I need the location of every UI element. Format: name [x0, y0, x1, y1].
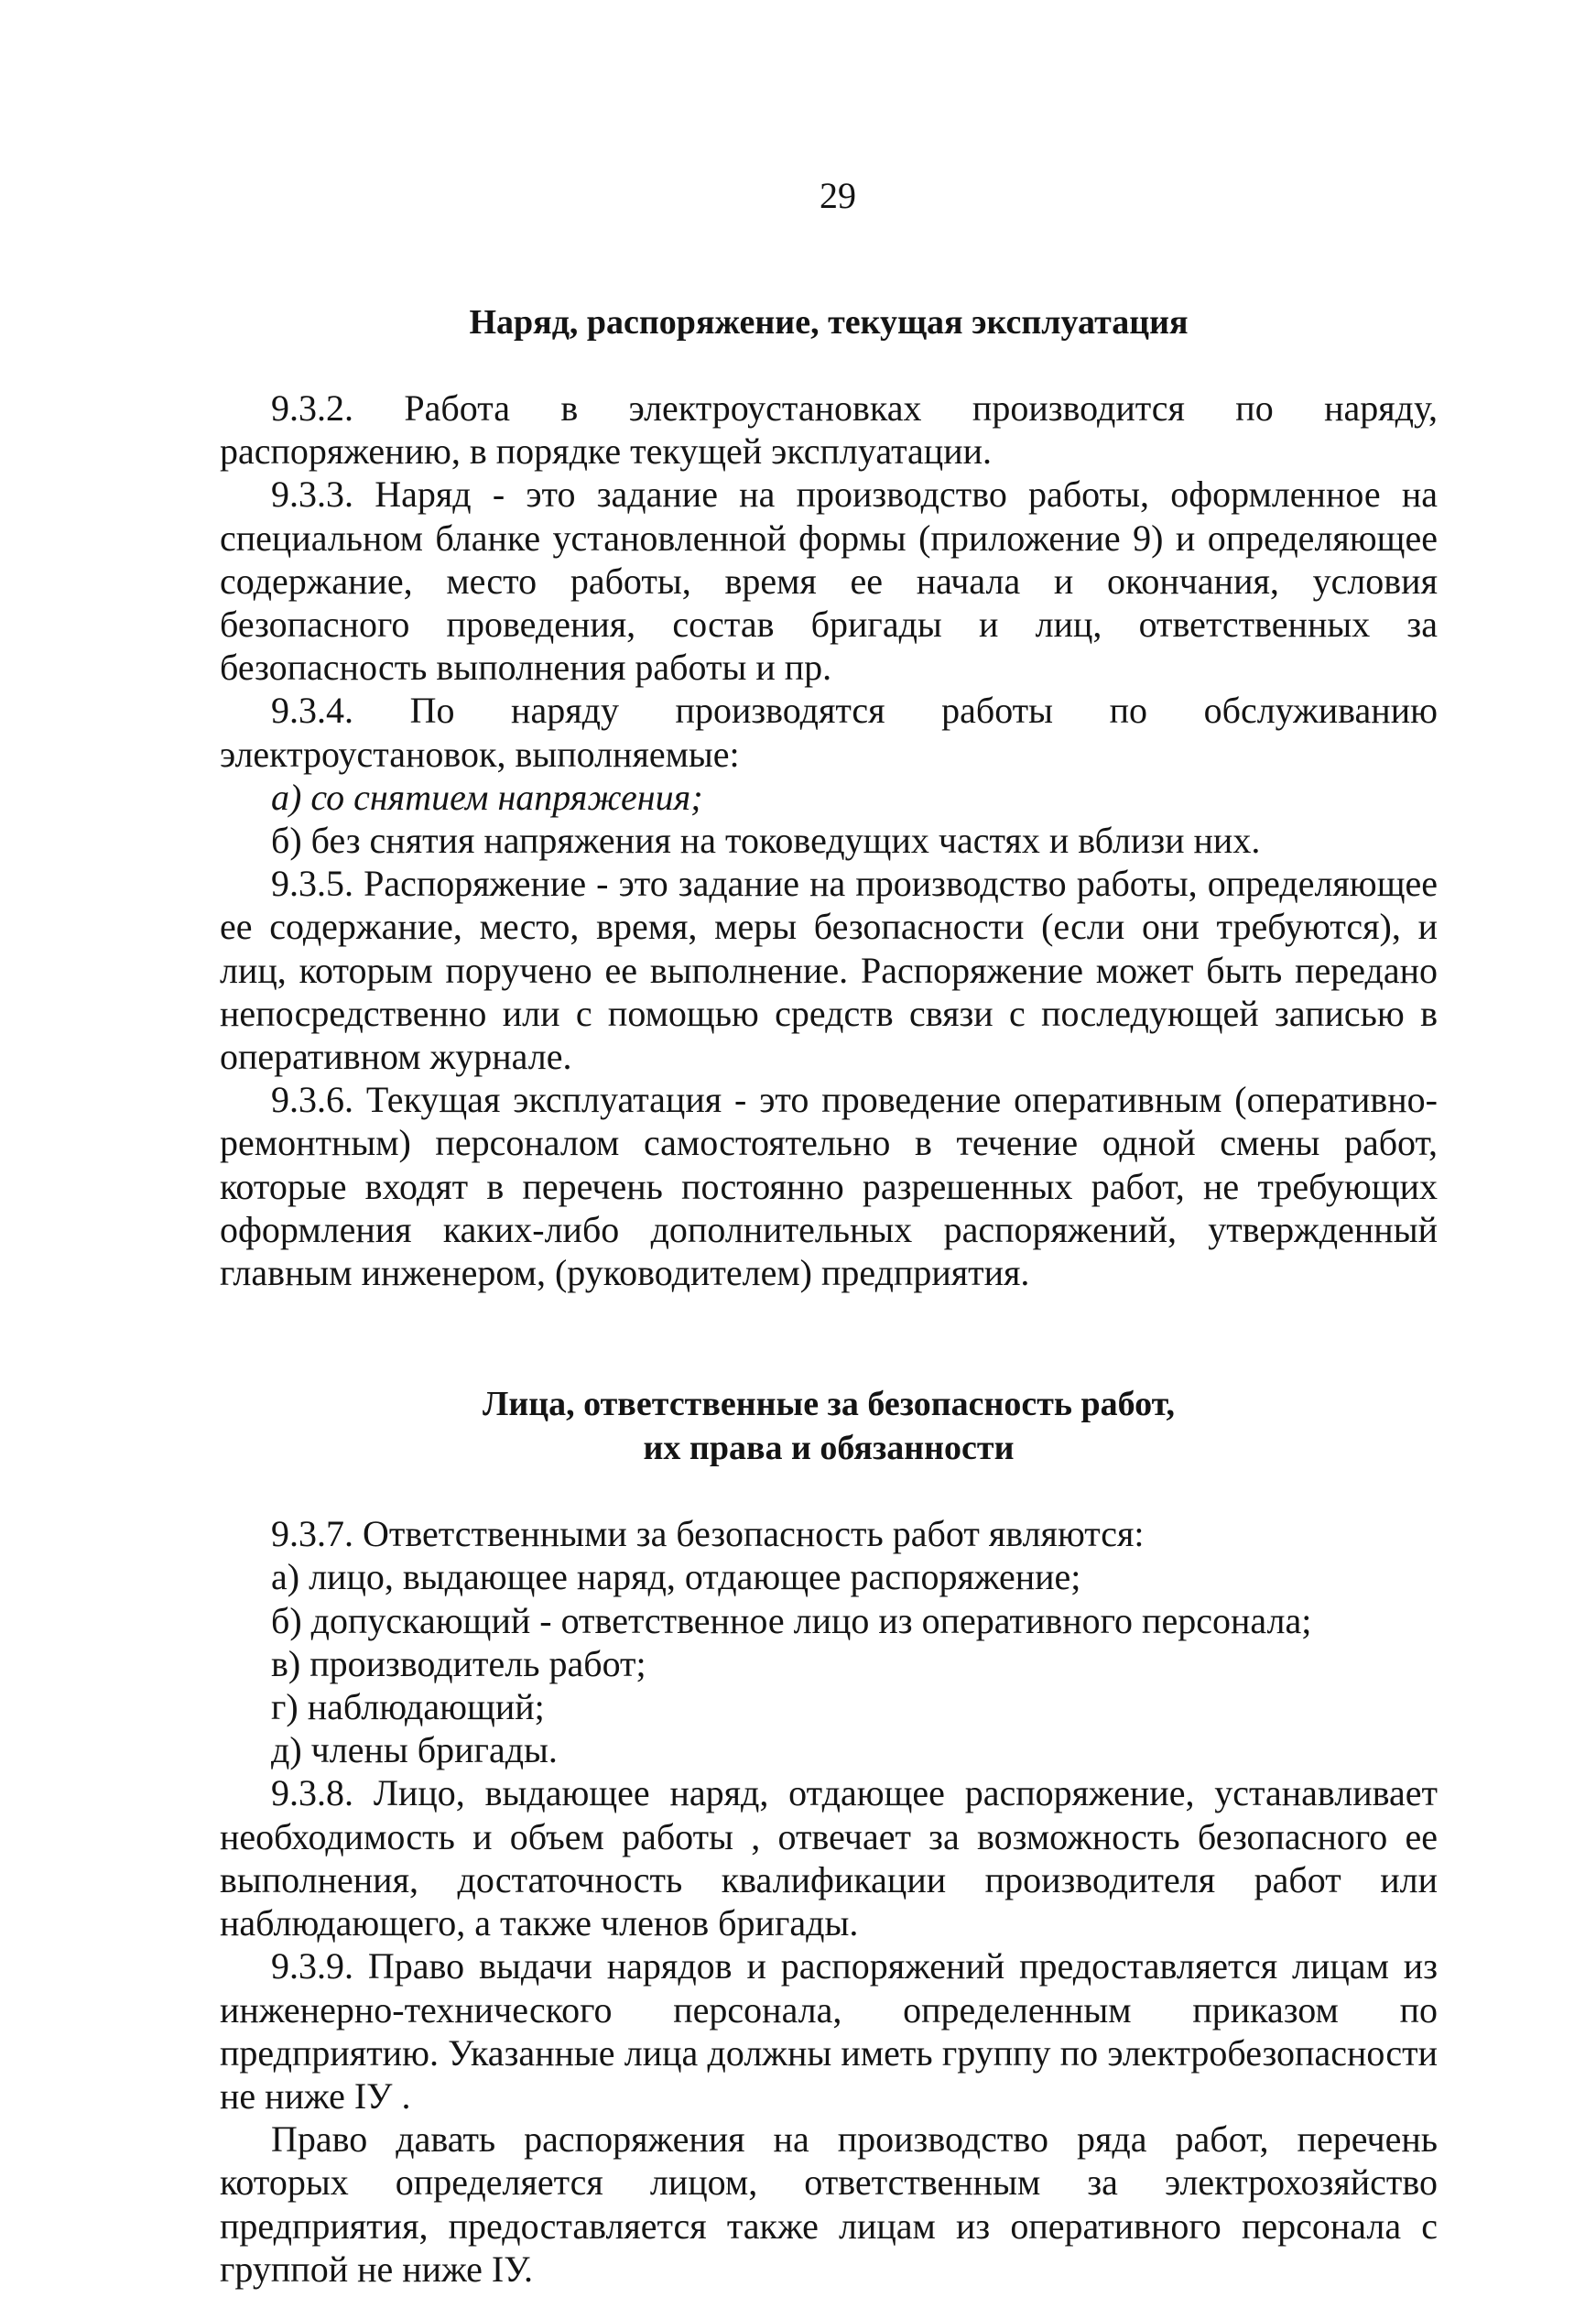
paragraph-9-3-9: 9.3.9. Право выдачи нарядов и распоряжений предоставляется лицам из инженерно-технического персонала, определенным приказом по предприятию. Указанные лица должны иметь группу по электробезопасности не ниже IУ . — [220, 1945, 1438, 2117]
paragraph-9-3-4: 9.3.4. По наряду производятся работы по обслуживанию электроустановок, выполняемые: — [220, 690, 1438, 775]
page-number: 29 — [820, 175, 856, 216]
list-item-d-observer: г) наблюдающий; — [271, 1686, 545, 1728]
document-page — [220, 174, 1438, 2291]
paragraph-9-3-5: 9.3.5. Распоряжение - это задание на производство работы, определяющее ее содержание, место, время, меры безопасности (если они требуются), и лиц, которым поручено ее выполнение. Распоряжение может быть передано непосредственно или с помощью средств связи с последующей записью в оперативном журнале. — [220, 863, 1438, 1078]
list-item-c-work-producer: в) производитель работ; — [271, 1642, 646, 1684]
paragraph-9-3-8: 9.3.8. Лицо, выдающее наряд, отдающее распоряжение, устанавливает необходимость и объем работы , отвечает за возможность безопасного ее выполнения, достаточность квалификации производителя работ или наблюдающего, а также членов бригады. — [220, 1772, 1438, 1944]
paragraph-9-3-7: 9.3.7. Ответственными за безопасность работ являются: — [271, 1513, 1145, 1555]
paragraph-final: Право давать распоряжения на производство ряда работ, перечень которых определяется лицом, ответственным за электрохозяйство предприятия, предоставляется также лицам из оперативного персонала с группой не ниже IУ. — [220, 2118, 1438, 2290]
section-orders-body — [220, 386, 1438, 1294]
section-heading-orders: Наряд, распоряжение, текущая эксплуатация — [469, 303, 1189, 342]
heading-line-2: их права и обязанности — [643, 1429, 1015, 1468]
list-item-e-team-members: д) члены бригады. — [271, 1729, 558, 1771]
paragraph-9-3-2: 9.3.2. Работа в электроустановках производится по наряду, распоряжению, в порядке текущей эксплуатации. — [220, 387, 1438, 473]
section-responsible-body — [220, 1512, 1438, 2291]
list-item-b-without-voltage-removal: б) без снятия напряжения на токоведущих частях и вблизи них. — [271, 820, 1261, 862]
paragraph-9-3-3: 9.3.3. Наряд - это задание на производство работы, оформленное на специальном бланке установленной формы (приложение 9) и определяющее содержание, место работы, время ее начала и окончания, условия безопасного проведения, состав бригады и лиц, ответственных за безопасность выполнения работы и пр. — [220, 474, 1438, 689]
list-item-b-admitter: б) допускающий - ответственное лицо из оперативного персонала; — [271, 1599, 1312, 1641]
heading-line-1: Лица, ответственные за безопасность работ, — [483, 1385, 1175, 1424]
paragraph-9-3-6: 9.3.6. Текущая эксплуатация - это проведение оперативным (оперативно-ремонтным) персоналом самостоятельно в течение одной смены работ, которые входят в перечень постоянно разрешенных работ, не требующих оформления каких-либо дополнительных распоряжений, утвержденный главным инженером, (руководителем) предприятия. — [220, 1079, 1438, 1294]
list-item-a-issuer: а) лицо, выдающее наряд, отдающее распоряжение; — [271, 1556, 1081, 1598]
list-item-a-with-voltage-removal — [220, 776, 1438, 819]
section-heading-responsible-persons — [220, 1382, 1438, 1470]
list-item-a-text: а) со снятием напряжения; — [271, 776, 703, 818]
